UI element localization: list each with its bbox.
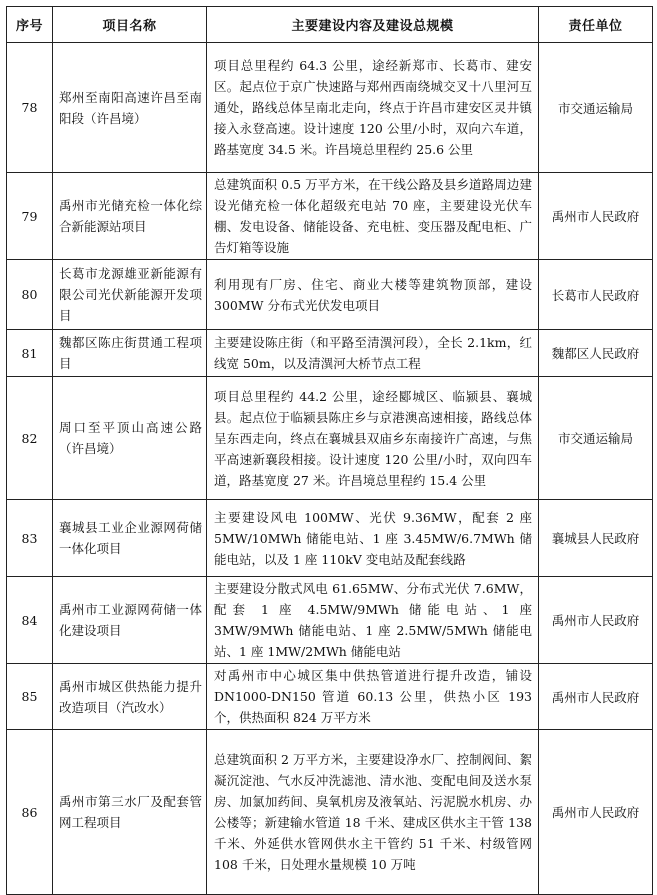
table-row: [7, 730, 653, 895]
table-row: [7, 577, 653, 664]
row-number: 79: [7, 173, 53, 260]
project-name: 郑州至南阳高速许昌至南阳段（许昌境）: [53, 43, 207, 173]
project-content: 项目总里程约 64.3 公里，途经新郑市、长葛市、建安区。起点位于京广快速路与郑州西南绕城交叉十八里河互通处，路线总体呈南北走向，终点于许昌市建安区灵井镇接入永登高速。设计速度 120 公里/小时，双向六车道，路基宽度 34.5 米。许昌境总里程约 25.6 公里: [207, 43, 539, 173]
table-row: [7, 43, 653, 173]
row-number: 85: [7, 664, 53, 730]
project-name: 禹州市光储充检一体化综合新能源站项目: [53, 173, 207, 260]
responsible-unit: 市交通运输局: [539, 377, 653, 500]
project-name: 禹州市城区供热能力提升改造项目（汽改水）: [53, 664, 207, 730]
row-number: 83: [7, 500, 53, 577]
table-row: [7, 664, 653, 730]
header-serial-number: 序号: [7, 7, 53, 43]
table-row: [7, 500, 653, 577]
project-content: 主要建设陈庄街（和平路至清潩河段），全长 2.1km，红线宽 50m，以及清潩河大桥节点工程: [207, 330, 539, 377]
project-name: 魏都区陈庄街贯通工程项目: [53, 330, 207, 377]
responsible-unit: 禹州市人民政府: [539, 664, 653, 730]
responsible-unit: 禹州市人民政府: [539, 577, 653, 664]
project-content: 主要建设分散式风电 61.65MW、分布式光伏 7.6MW，配套 1 座 4.5MW/9MWh 储能电站、1 座 3MW/9MWh 储能电站、1 座 2.5MW/5MWh 储能电站、1 座 1MW/2MWh 储能电站: [207, 577, 539, 664]
header-project-name: 项目名称: [53, 7, 207, 43]
project-name: 襄城县工业企业源网荷储一体化项目: [53, 500, 207, 577]
header-construction-content: 主要建设内容及建设总规模: [207, 7, 539, 43]
project-table: [6, 6, 653, 895]
table-header-row: [7, 7, 653, 43]
header-responsible-unit: 责任单位: [539, 7, 653, 43]
project-name: 禹州市第三水厂及配套管网工程项目: [53, 730, 207, 895]
responsible-unit: 魏都区人民政府: [539, 330, 653, 377]
row-number: 86: [7, 730, 53, 895]
project-name: 周口至平顶山高速公路（许昌境）: [53, 377, 207, 500]
responsible-unit: 禹州市人民政府: [539, 730, 653, 895]
project-content: 总建筑面积 0.5 万平方米，在干线公路及县乡道路周边建设光储充检一体化超级充电站 70 座，主要建设光伏车棚、发电设备、储能设备、充电桩、变压器及配电柜、广告灯箱等设施: [207, 173, 539, 260]
row-number: 78: [7, 43, 53, 173]
table-row: [7, 260, 653, 330]
row-number: 80: [7, 260, 53, 330]
responsible-unit: 襄城县人民政府: [539, 500, 653, 577]
row-number: 81: [7, 330, 53, 377]
project-content: 项目总里程约 44.2 公里，途经郾城区、临颍县、襄城县。起点位于临颍县陈庄乡与京港澳高速相接，路线总体呈东西走向，终点在襄城县双庙乡东南接许广高速，与焦平高速新襄段相接。设计速度 120 公里/小时，双向四车道，路基宽度 27 米。许昌境总里程约 15.4 公里: [207, 377, 539, 500]
project-content: 对禹州市中心城区集中供热管道进行提升改造，铺设 DN1000-DN150 管道 60.13 公里，供热小区 193 个，供热面积 824 万平方米: [207, 664, 539, 730]
table-row: [7, 330, 653, 377]
project-content: 总建筑面积 2 万平方米，主要建设净水厂、控制阀间、絮凝沉淀池、气水反冲洗滤池、清水池、变配电间及送水泵房、加氯加药间、臭氧机房及液氧站、污泥脱水机房、办公楼等；新建输水管道 18 千米、建成区供水主干管 138 千米、外延供水管网供水主干管约 51 千米、村级管网 108 千米，日处理水量规模 10 万吨: [207, 730, 539, 895]
responsible-unit: 长葛市人民政府: [539, 260, 653, 330]
responsible-unit: 禹州市人民政府: [539, 173, 653, 260]
project-name: 长葛市龙源雄亚新能源有限公司光伏新能源开发项目: [53, 260, 207, 330]
row-number: 82: [7, 377, 53, 500]
table-row: [7, 377, 653, 500]
responsible-unit: 市交通运输局: [539, 43, 653, 173]
project-content: 利用现有厂房、住宅、商业大楼等建筑物顶部，建设 300MW 分布式光伏发电项目: [207, 260, 539, 330]
project-name: 禹州市工业源网荷储一体化建设项目: [53, 577, 207, 664]
table-row: [7, 173, 653, 260]
project-content: 主要建设风电 100MW、光伏 9.36MW，配套 2 座 5MW/10MWh 储能电站、1 座 3.45MW/6.7MWh 储能电站，以及 1 座 110kV 变电站及配套线路: [207, 500, 539, 577]
row-number: 84: [7, 577, 53, 664]
